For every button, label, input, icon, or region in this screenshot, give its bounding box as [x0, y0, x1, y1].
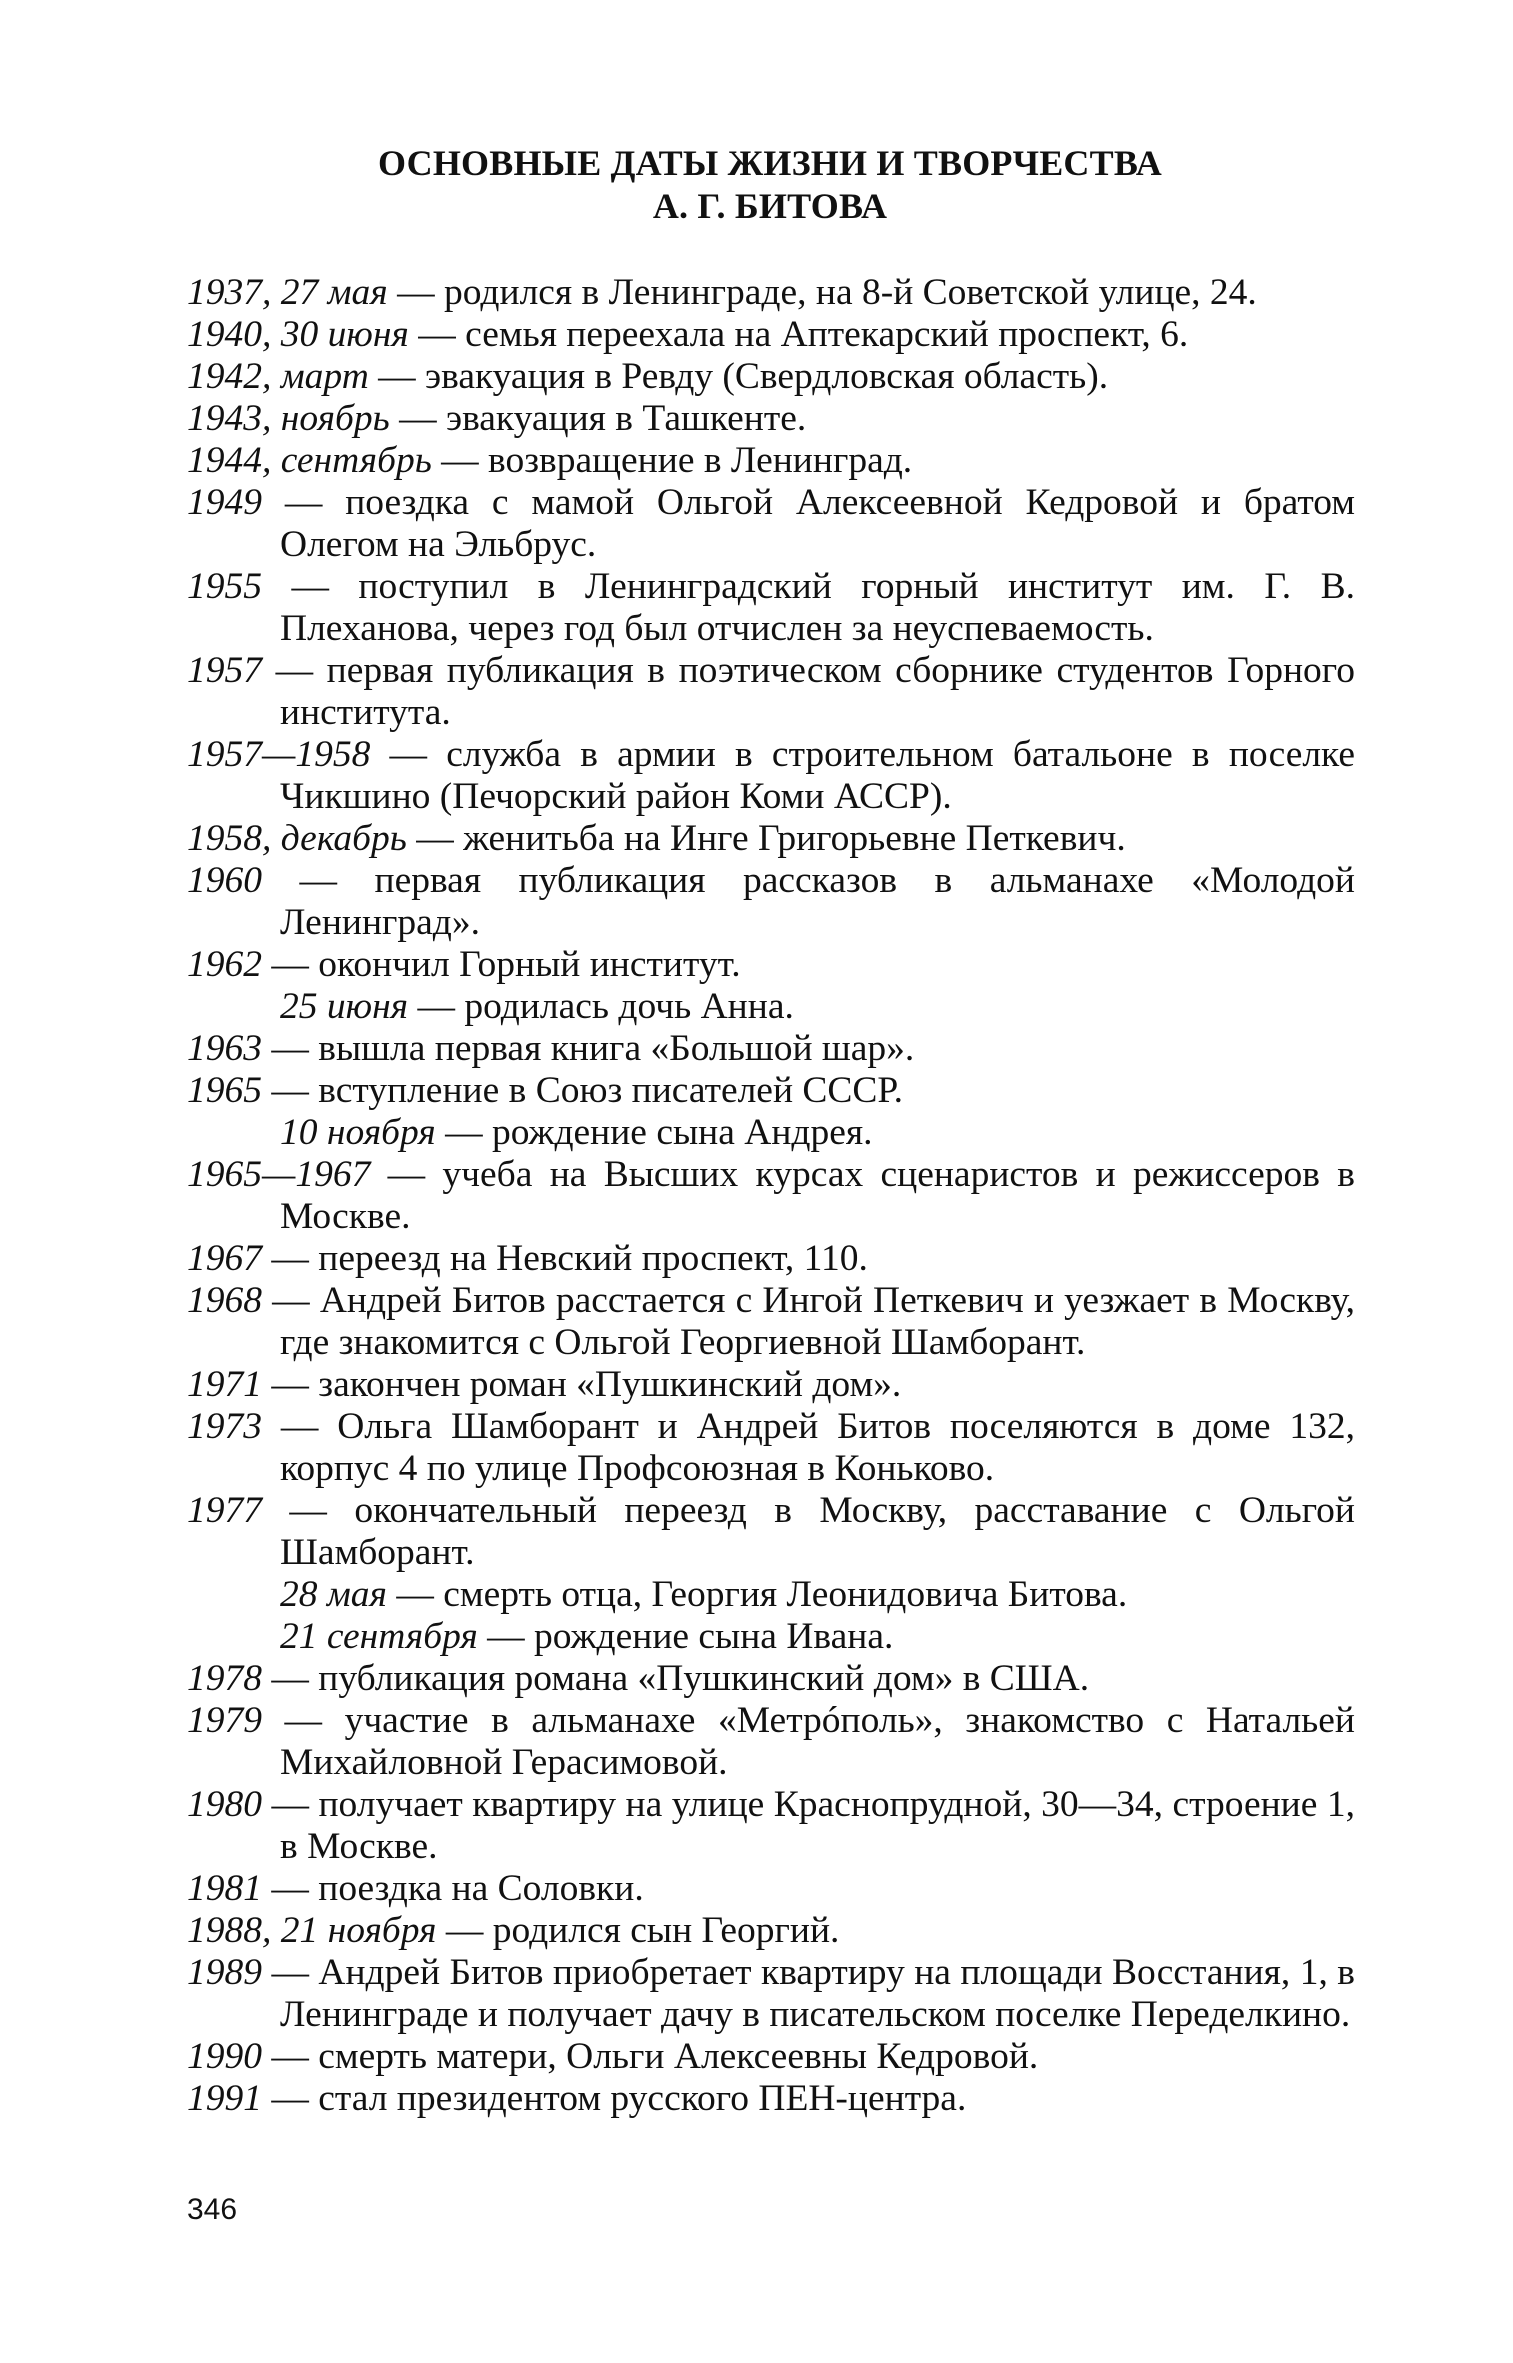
chronology-entry [187, 356, 1355, 398]
chronology-entry [187, 1238, 1355, 1280]
chronology-entry [187, 1784, 1355, 1868]
entry-text: — Андрей Битов приобретает квартиру на площади Восстания, 1, в Ленинграде и получает дачу в писательском поселке Переделкино. [262, 1952, 1355, 2035]
chronology-entry [187, 314, 1355, 356]
entry-text: — получает квартиру на улице Краснопрудной, 30—34, строение 1, в Москве. [262, 1784, 1355, 1867]
entry-text: — переезд на Невский проспект, 110. [262, 1238, 868, 1279]
chronology-entry [187, 482, 1355, 566]
entry-date: 1955 [187, 566, 262, 607]
entry-date: 1981 [187, 1868, 262, 1909]
entry-text: — женитьба на Инге Григорьевне Петкевич. [406, 818, 1126, 859]
entry-text: — рождение сына Андрея. [435, 1112, 873, 1153]
entry-date: 1957 [187, 650, 262, 691]
entry-text: — первая публикация в поэтическом сборнике студентов Горного института. [262, 650, 1355, 733]
chronology-entry [187, 650, 1355, 734]
entry-text: — вступление в Союз писателей СССР. [262, 1070, 903, 1111]
chronology-entry [187, 1490, 1355, 1574]
chronology-entry [187, 440, 1355, 482]
entry-text: — участие в альманахе «Метрóполь», знакомство с Натальей Михайловной Герасимовой. [262, 1700, 1355, 1783]
chronology-entry [187, 1700, 1355, 1784]
entry-text: — публикация романа «Пушкинский дом» в США. [262, 1658, 1090, 1699]
entry-text: — рождение сына Ивана. [477, 1616, 894, 1657]
entry-date: 1977 [187, 1490, 262, 1531]
entry-text: — родился сын Георгий. [436, 1910, 840, 1951]
entry-date: 1979 [187, 1700, 262, 1741]
entry-text: — поездка с мамой Ольгой Алексеевной Кедровой и братом Олегом на Эльбрус. [262, 482, 1355, 565]
entry-text: — родился в Ленинграде, на 8-й Советской улице, 24. [387, 272, 1257, 313]
entry-date: 1965—1967 [187, 1154, 371, 1195]
entry-text: — Ольга Шамборант и Андрей Битов поселяются в доме 132, корпус 4 по улице Профсоюзная в Коньково. [262, 1406, 1355, 1489]
entry-text: — служба в армии в строительном батальоне в поселке Чикшино (Печорский район Коми АССР). [280, 734, 1355, 817]
entry-date: 10 ноября [280, 1112, 436, 1153]
chronology-entry [187, 272, 1355, 314]
entry-text: — учеба на Высших курсах сценаристов и режиссеров в Москве. [280, 1154, 1355, 1237]
chronology-entry [187, 2036, 1355, 2078]
entry-text: — семья переехала на Аптекарский проспект, 6. [408, 314, 1189, 355]
entry-date: 1949 [187, 482, 262, 523]
chronology-list [187, 272, 1355, 2120]
chronology-entry [187, 1952, 1355, 2036]
entry-date: 1940, 30 июня [187, 314, 409, 355]
chronology-entry [187, 1028, 1355, 1070]
entry-date: 1944, сентябрь [187, 440, 432, 481]
entry-date: 1937, 27 мая [187, 272, 388, 313]
entry-date: 1991 [187, 2078, 262, 2119]
chronology-subentry [187, 1574, 1355, 1616]
title-line-2: А. Г. БИТОВА [652, 186, 888, 226]
entry-text: — Андрей Битов расстается с Ингой Петкевич и уезжает в Москву, где знакомится с Ольгой Георгиевной Шамборант. [262, 1280, 1355, 1363]
entry-text: — поступил в Ленинградский горный институт им. Г. В. Плеханова, через год был отчислен за неуспеваемость. [262, 566, 1355, 649]
entry-date: 1980 [187, 1784, 262, 1825]
page-number: 346 [187, 2193, 238, 2226]
entry-date: 1957—1958 [187, 734, 371, 775]
entry-text: — окончательный переезд в Москву, расставание с Ольгой Шамборант. [262, 1490, 1355, 1573]
entry-date: 1958, декабрь [187, 818, 407, 859]
entry-text: — родилась дочь Анна. [408, 986, 794, 1027]
entry-date: 1960 [187, 860, 262, 901]
title-line-1: ОСНОВНЫЕ ДАТЫ ЖИЗНИ И ТВОРЧЕСТВА [378, 143, 1162, 183]
chronology-entry [187, 398, 1355, 440]
entry-date: 1990 [187, 2036, 262, 2077]
entry-date: 1967 [187, 1238, 262, 1279]
entry-text: — окончил Горный институт. [262, 944, 741, 985]
chronology-entry [187, 818, 1355, 860]
chronology-entry [187, 1070, 1355, 1112]
chronology-entry [187, 734, 1355, 818]
chronology-subentry [187, 1112, 1355, 1154]
chronology-subentry [187, 986, 1355, 1028]
entry-text: — вышла первая книга «Большой шар». [262, 1028, 915, 1069]
chronology-entry [187, 1868, 1355, 1910]
entry-date: 1943, ноябрь [187, 398, 390, 439]
entry-date: 28 мая [280, 1574, 387, 1615]
entry-text: — первая публикация рассказов в альманахе «Молодой Ленинград». [262, 860, 1355, 943]
entry-text: — эвакуация в Ташкенте. [389, 398, 807, 439]
page-title [185, 142, 1355, 228]
chronology-entry [187, 1658, 1355, 1700]
entry-text: — смерть отца, Георгия Леонидовича Битова. [387, 1574, 1128, 1615]
entry-date: 1962 [187, 944, 262, 985]
entry-text: — эвакуация в Ревду (Свердловская область). [368, 356, 1109, 397]
entry-date: 1963 [187, 1028, 262, 1069]
entry-date: 1968 [187, 1280, 262, 1321]
entry-date: 1965 [187, 1070, 262, 1111]
entry-text: — стал президентом русского ПЕН-центра. [262, 2078, 967, 2119]
entry-date: 1973 [187, 1406, 262, 1447]
chronology-entry [187, 944, 1355, 986]
chronology-entry [187, 2078, 1355, 2120]
chronology-entry [187, 1154, 1355, 1238]
chronology-entry [187, 1910, 1355, 1952]
entry-text: — возвращение в Ленинград. [431, 440, 913, 481]
chronology-subentry [187, 1616, 1355, 1658]
entry-date: 1978 [187, 1658, 262, 1699]
entry-date: 1989 [187, 1952, 262, 1993]
entry-date: 25 июня [280, 986, 409, 1027]
entry-text: — закончен роман «Пушкинский дом». [262, 1364, 902, 1405]
entry-date: 1942, март [187, 356, 369, 397]
entry-date: 1988, 21 ноября [187, 1910, 437, 1951]
entry-date: 1971 [187, 1364, 262, 1405]
chronology-entry [187, 1406, 1355, 1490]
chronology-entry [187, 1364, 1355, 1406]
chronology-entry [187, 860, 1355, 944]
entry-text: — смерть матери, Ольги Алексеевны Кедровой. [262, 2036, 1039, 2077]
chronology-entry [187, 1280, 1355, 1364]
entry-text: — поездка на Соловки. [262, 1868, 644, 1909]
chronology-entry [187, 566, 1355, 650]
entry-date: 21 сентября [280, 1616, 478, 1657]
